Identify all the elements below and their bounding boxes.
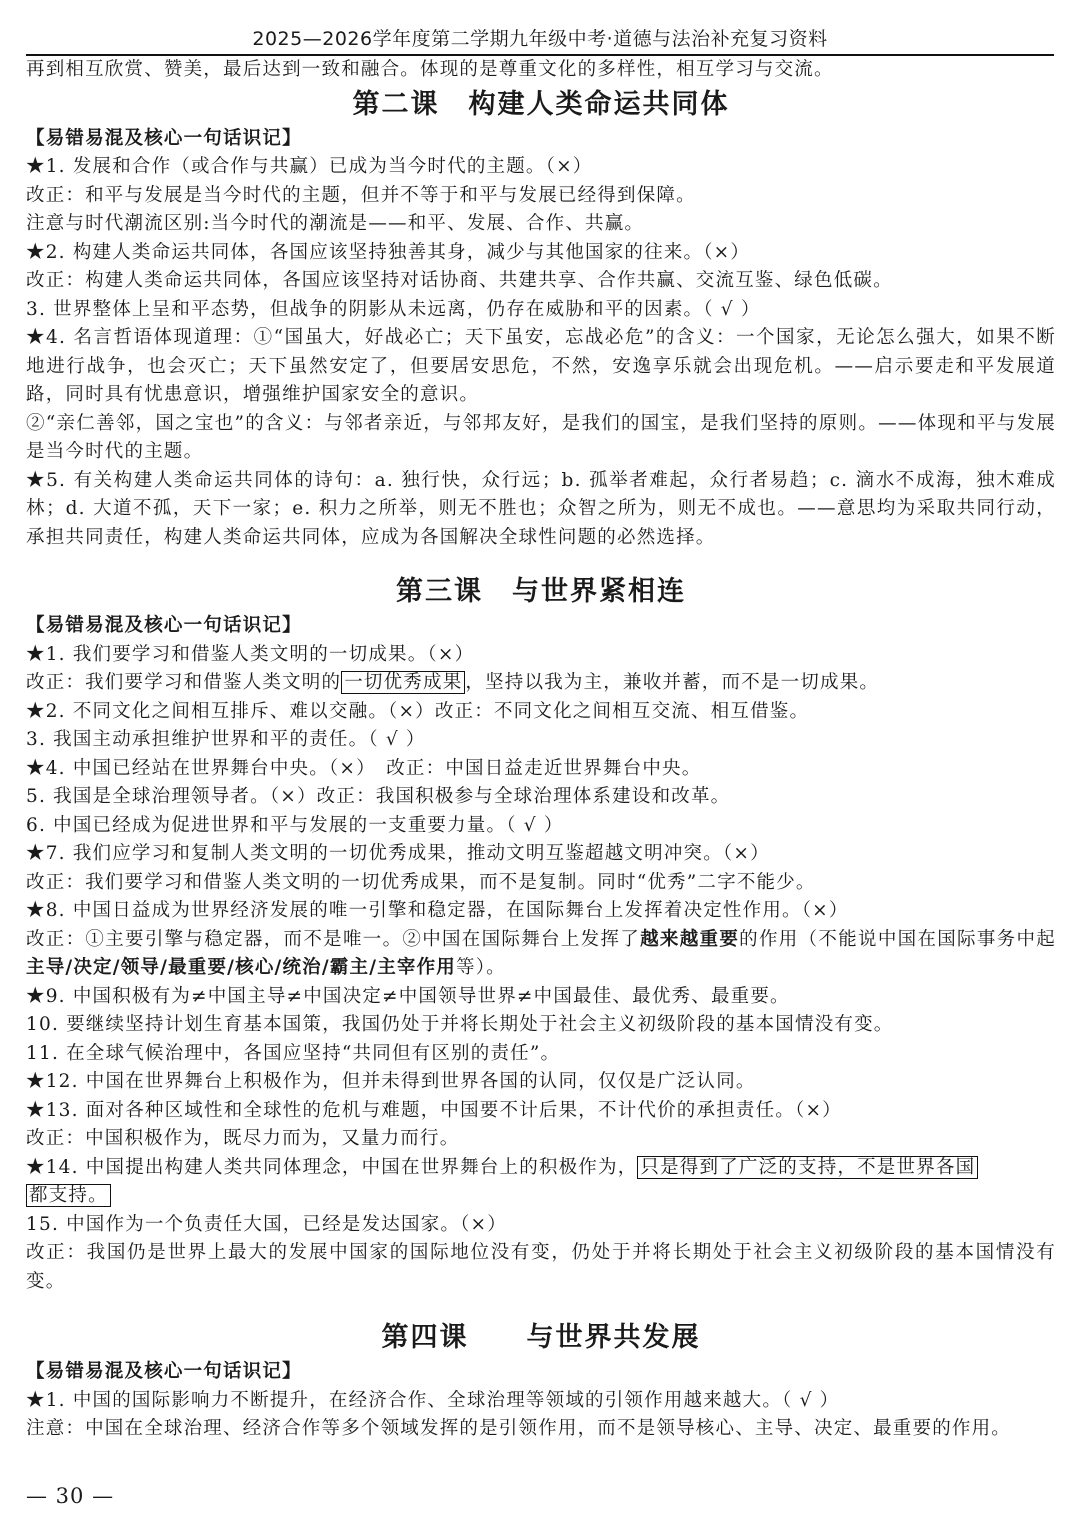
item-text: ★14. 中国提出构建人类共同体理念，中国在世界舞台上的积极作为，	[26, 1156, 638, 1178]
bold-emphasis: 主导/决定/领导/最重要/核心/统治/霸主/主宰作用	[26, 957, 456, 978]
lesson2-paragraph-4: ★4. 名言哲语体现道理：①“国虽大，好战必亡；天下虽安，忘战必危”的含义：一个国家，无论怎么强大，如果不断地进行战争，也会灭亡；天下虽然安定了，但要居安思危，不然，安逸享乐就会出现危机。——启示要走和平发展道路，同时具有忧患意识，增强维护国家安全的意识。	[26, 327, 1056, 405]
correction-text: 改正：①主要引擎与稳定器，而不是唯一。②中国在国际舞台上发挥了	[26, 928, 641, 950]
lesson3-line: ★2. 不同文化之间相互排斥、难以交融。（×）改正：不同文化之间相互交流、相互借鉴。	[26, 700, 810, 722]
lesson2-line: 改正：构建人类命运共同体，各国应该坚持对话协商、共建共享、合作共赢、交流互鉴、绿色低碳。	[26, 270, 893, 291]
lesson3-line: 5. 我国是全球治理领导者。（×）改正：我国积极参与全球治理体系建设和改革。	[26, 786, 731, 807]
lesson2-paragraph-4b: ②“亲仁善邻，国之宝也”的含义：与邻者亲近，与邻邦友好，是我们的国宝，是我们坚持的原则。——体现和平与发展是当今时代的主题。	[26, 412, 1056, 462]
lesson3-subtitle: 【易错易混及核心一句话识记】	[26, 615, 302, 636]
lesson2-title: 第二课 构建人类命运共同体	[352, 88, 730, 120]
lesson3-line: 15. 中国作为一个负责任大国，已经是发达国家。（×）	[26, 1213, 507, 1235]
lesson4-note: 注意：中国在全球治理、经济合作等多个领域发挥的是引领作用，而不是领导核心、主导、决定、最重要的作用。	[26, 1418, 1012, 1439]
lesson3-line: ★7. 我们应学习和复制人类文明的一切优秀成果，推动文明互鉴超越文明冲突。（×）	[26, 843, 770, 864]
lesson3-line: 改正：我们要学习和借鉴人类文明的一切优秀成果，而不是复制。同时“优秀”二字不能少。	[26, 871, 816, 893]
lesson3-line-14-cont	[26, 1182, 1056, 1211]
lesson3-line-correction	[26, 669, 1056, 698]
lesson2-line: 3. 世界整体上呈和平态势，但战争的阴影从未远离，仍存在威胁和平的因素。（ √ ）	[26, 298, 761, 320]
lesson3-line: ★12. 中国在世界舞台上积极作为，但并未得到世界各国的认同，仅仅是广泛认同。	[26, 1071, 756, 1092]
lesson3-line: ★9. 中国积极有为≠中国主导≠中国决定≠中国领导世界≠中国最佳、最优秀、最重要。	[26, 985, 790, 1007]
correction-text: 改正：我们要学习和借鉴人类文明的	[26, 672, 342, 693]
lesson2-line: 改正：和平与发展是当今时代的主题，但并不等于和平与发展已经得到保障。	[26, 184, 696, 206]
lesson3-line: 10. 要继续坚持计划生育基本国策，我国仍处于并将长期处于社会主义初级阶段的基本国情没有变。	[26, 1014, 894, 1035]
lesson2-paragraph-5: ★5. 有关构建人类命运共同体的诗句：a. 独行快，众行远；b. 孤举者难起，众行者易趋；c. 滴水不成海，独木难成林；d. 大道不孤，天下一家；e. 积力之所举，则无不胜也；众智之所为，则无不成也。——意思均为采取共同行动，承担共同责任，构建人类命运共同体，应成为各国解决全球性问题的必然选择。	[26, 469, 1056, 548]
page-number: — 30 —	[26, 1484, 115, 1508]
lesson3-title: 第三课 与世界紧相连	[396, 576, 686, 607]
lesson2-line: ★1. 发展和合作（或合作与共赢）已成为当今时代的主题。（×）	[26, 156, 593, 177]
lesson3-line: 改正：中国积极作为，既尽力而为，又量力而行。	[26, 1128, 460, 1149]
lesson3-correction-8	[26, 926, 1056, 983]
lesson3-line-14	[26, 1154, 1056, 1183]
lesson3-line: 3. 我国主动承担维护世界和平的责任。（ √ ）	[26, 729, 426, 750]
correction-text: 等）。	[456, 957, 506, 978]
correction-text: ，坚持以我为主，兼收并蓄，而不是一切成果。	[465, 672, 880, 693]
lesson3-correction-15: 改正：我国仍是世界上最大的发展中国家的国际地位没有变，仍处于并将长期处于社会主义初级阶段的基本国情没有变。	[26, 1242, 1056, 1292]
lesson3-line: ★13. 面对各种区域性和全球性的危机与难题，中国要不计后果，不计代价的承担责任。（×）	[26, 1099, 842, 1121]
boxed-highlight: 只是得到了广泛的支持，不是世界各国	[637, 1156, 978, 1179]
lesson3-line: ★8. 中国日益成为世界经济发展的唯一引擎和稳定器，在国际舞台上发挥着决定性作用。（×）	[26, 900, 849, 921]
boxed-highlight: 都支持。	[26, 1184, 111, 1207]
lesson3-line: ★1. 我们要学习和借鉴人类文明的一切成果。（×）	[26, 643, 475, 665]
lesson2-line: 注意与时代潮流区别:当今时代的潮流是——和平、发展、合作、共赢。	[26, 213, 645, 234]
lesson2-line: ★2. 构建人类命运共同体，各国应该坚持独善其身，减少与其他国家的往来。（×）	[26, 241, 751, 263]
lesson4-title: 第四课 与世界共发展	[381, 1322, 701, 1353]
boxed-highlight: 一切优秀成果	[341, 671, 465, 694]
lesson3-line: 6. 中国已经成为促进世界和平与发展的一支重要力量。（ √ ）	[26, 814, 564, 836]
page-header: 2025—2026学年度第二学期九年级中考·道德与法治补充复习资料	[26, 24, 1054, 56]
lesson4-line: ★1. 中国的国际影响力不断提升，在经济合作、全球治理等领域的引领作用越来越大。（ √ ）	[26, 1389, 840, 1411]
lesson3-line: ★4. 中国已经站在世界舞台中央。（×） 改正：中国日益走近世界舞台中央。	[26, 757, 702, 779]
bold-emphasis: 越来越重要	[640, 928, 740, 950]
lesson2-subtitle: 【易错易混及核心一句话识记】	[26, 127, 302, 149]
lesson4-subtitle: 【易错易混及核心一句话识记】	[26, 1361, 302, 1382]
intro-text: 再到相互欣赏、赞美，最后达到一致和融合。体现的是尊重文化的多样性，相互学习与交流。	[26, 59, 834, 80]
page-content	[26, 56, 1056, 1444]
lesson3-line: 11. 在全球气候治理中，各国应坚持“共同但有区别的责任”。	[26, 1042, 561, 1064]
correction-text: 的作用（不能说中国在国际事务中起	[739, 928, 1056, 950]
